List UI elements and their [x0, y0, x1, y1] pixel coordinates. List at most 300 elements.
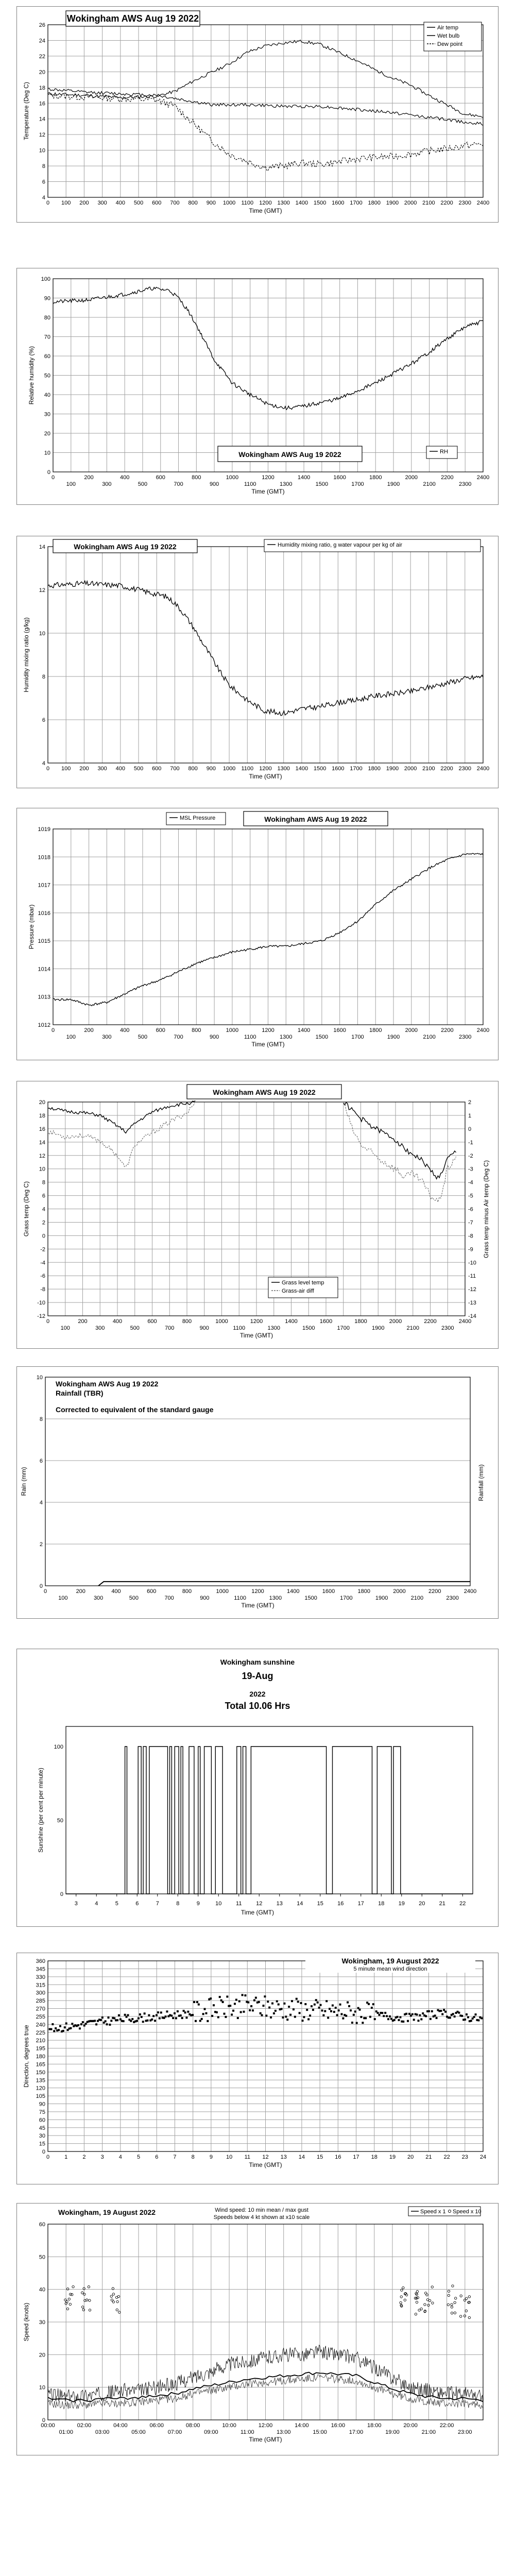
x-tick-label: 10	[215, 1901, 222, 1907]
scatter-point	[95, 2023, 97, 2025]
scatter-point	[417, 2020, 419, 2022]
y-tick-label: 225	[36, 2029, 45, 2036]
x-tick-label: 2300	[458, 200, 472, 206]
y-tick-label: 315	[36, 1982, 45, 1989]
scatter-point	[217, 2016, 219, 2018]
x-tick-label: 1000	[226, 474, 239, 481]
x-tick-label: 2100	[422, 766, 435, 772]
y-tick-label: 270	[36, 2006, 45, 2012]
scatter-point	[62, 2030, 64, 2032]
y-right-tick-label: -3	[468, 1166, 473, 1173]
x-tick-label: 11	[244, 2154, 251, 2160]
x-tick-label: 2200	[441, 474, 454, 481]
scatter-point	[109, 2024, 111, 2026]
x-tick-label: 1600	[332, 200, 345, 206]
x10-scale-point	[400, 2296, 402, 2298]
x-tick-label: 3	[100, 2154, 104, 2160]
sunshine-chart-svg	[17, 1649, 498, 1926]
scatter-point	[205, 2012, 207, 2014]
x-tick-label: 09:00	[204, 2429, 218, 2435]
scatter-point	[52, 2023, 54, 2025]
y-tick-label: 1017	[38, 882, 50, 889]
x-tick-label: 0	[46, 766, 50, 772]
x-tick-label: 1700	[351, 481, 364, 487]
scatter-point	[384, 2012, 386, 2014]
y-tick-label: 105	[36, 2093, 45, 2100]
x-tick-label: 300	[97, 766, 107, 772]
scatter-point	[264, 1995, 266, 1997]
chart-title: Wokingham AWS Aug 19 2022	[66, 13, 199, 24]
y-tick-label: 240	[36, 2022, 45, 2028]
scatter-point	[353, 2014, 355, 2016]
scatter-point	[473, 2016, 475, 2018]
scatter-point	[201, 2018, 203, 2020]
chart-annotation: Corrected to equivalent of the standard gauge	[56, 1405, 214, 1414]
x-tick-label: 100	[60, 1325, 70, 1331]
x-tick-label: 2400	[464, 1588, 477, 1595]
scatter-point	[138, 2018, 140, 2020]
scatter-point	[141, 2016, 143, 2018]
y-tick-label: 255	[36, 2013, 45, 2020]
scatter-point	[211, 2015, 213, 2017]
wind-direction-chart-svg	[17, 1953, 498, 2184]
y-tick-label: 75	[39, 2109, 45, 2115]
x10-scale-point	[83, 2293, 85, 2295]
x10-scale-point	[416, 2291, 418, 2293]
scatter-point	[232, 2010, 234, 2012]
scatter-point	[244, 1994, 246, 1996]
y-tick-label: 4	[39, 1500, 43, 1506]
scatter-point	[156, 2014, 158, 2016]
scatter-point	[293, 2008, 295, 2010]
scatter-point	[413, 2019, 415, 2021]
x-tick-label: 1700	[350, 766, 363, 772]
y-tick-label: 45	[39, 2125, 45, 2131]
scatter-point	[340, 2013, 342, 2015]
sunshine-chart	[16, 1649, 499, 1927]
x-tick-label: 0	[43, 1588, 47, 1595]
scatter-point	[296, 1998, 298, 2000]
x10-scale-point	[448, 2290, 450, 2292]
x-tick-label: 2100	[423, 1034, 436, 1040]
scatter-point	[431, 2010, 433, 2012]
x-tick-label: 200	[84, 1027, 94, 1033]
x10-scale-point	[400, 2301, 402, 2303]
y-tick-label: 6	[42, 717, 45, 723]
scatter-point	[312, 2009, 314, 2011]
scatter-point	[315, 1999, 317, 2001]
scatter-point	[454, 2015, 456, 2018]
y-tick-label: 40	[44, 392, 50, 398]
scatter-point	[342, 2018, 344, 2020]
scatter-point	[170, 2014, 173, 2016]
y-tick-label: 150	[36, 2069, 45, 2076]
scatter-point	[464, 2019, 466, 2021]
scatter-point	[204, 2008, 206, 2010]
x10-scale-point	[460, 2295, 462, 2297]
mixing-ratio-chart-svg	[17, 536, 498, 788]
scatter-point	[449, 2016, 451, 2019]
x-tick-label: 1500	[304, 1595, 317, 1601]
series-line-grass-air-diff	[48, 1100, 456, 1202]
y-tick-label: 20	[44, 431, 50, 437]
y-tick-label: 165	[36, 2061, 45, 2068]
y-right-tick-label: 2	[468, 1099, 472, 1106]
scatter-point	[55, 2027, 57, 2029]
scatter-point	[299, 2012, 301, 2014]
y-tick-label: 16	[39, 100, 45, 107]
y-axis-label: Relative humidity (%)	[28, 346, 35, 405]
x-tick-label: 500	[133, 200, 144, 206]
scatter-point	[294, 2016, 296, 2018]
x-tick-label: 2000	[405, 474, 418, 481]
y-tick-label: 0	[39, 1583, 43, 1589]
scatter-point	[255, 1997, 257, 1999]
scatter-point	[475, 2013, 477, 2015]
x-tick-label: 6	[135, 1901, 139, 1907]
x10-scale-point	[447, 2303, 449, 2306]
x-tick-label: 03:00	[95, 2429, 110, 2435]
x-tick-label: 1600	[332, 766, 345, 772]
x-tick-label: 1800	[357, 1588, 370, 1595]
x-tick-label: 1600	[333, 1027, 346, 1033]
x10-scale-point	[404, 2299, 406, 2301]
x-tick-label: 20	[407, 2154, 414, 2160]
scatter-point	[309, 2014, 311, 2016]
scatter-point	[348, 2005, 350, 2007]
scatter-point	[265, 2014, 267, 2016]
scatter-point	[291, 2000, 293, 2002]
y-tick-label: 12	[39, 587, 45, 594]
scatter-point	[181, 2017, 183, 2019]
x-tick-label: 2300	[446, 1595, 459, 1601]
x-tick-label: 05:00	[131, 2429, 146, 2435]
scatter-point	[307, 2018, 310, 2020]
x-tick-label: 100	[61, 200, 71, 206]
x-tick-label: 1300	[267, 1325, 280, 1331]
y-tick-label: 8	[42, 1179, 45, 1186]
scatter-point	[94, 2020, 96, 2022]
pressure-chart	[16, 808, 499, 1060]
scatter-point	[202, 2013, 204, 2015]
x-tick-label: 08:00	[185, 2422, 200, 2429]
x-tick-label: 14	[298, 2154, 305, 2160]
scatter-point	[124, 2014, 126, 2016]
x-tick-label: 800	[188, 200, 198, 206]
legend-entry: Humidity mixing ratio, g water vapour per kg of air	[278, 542, 403, 548]
x-tick-label: 2200	[424, 1318, 437, 1325]
x10-scale-point	[431, 2286, 433, 2288]
chart-subtitle: 19-Aug	[242, 1671, 273, 1681]
y-tick-label: 30	[44, 411, 50, 418]
x-tick-label: 300	[93, 1595, 104, 1601]
scatter-point	[281, 2008, 283, 2010]
scatter-point	[345, 2015, 347, 2017]
x-tick-label: 1900	[386, 200, 399, 206]
scatter-point	[324, 2010, 326, 2012]
scatter-point	[136, 2020, 138, 2022]
scatter-point	[416, 2013, 418, 2015]
x10-scale-point	[432, 2302, 434, 2304]
humidity-chart-svg	[17, 268, 498, 504]
scatter-point	[123, 2020, 125, 2022]
y-tick-label: 10	[39, 2384, 45, 2391]
scatter-point	[434, 2014, 436, 2016]
wind-speed-chart-svg	[17, 2204, 498, 2455]
x10-scale-point	[452, 2285, 454, 2287]
scatter-point	[407, 2020, 409, 2022]
x-tick-label: 1200	[251, 1588, 264, 1595]
scatter-point	[419, 2014, 421, 2016]
x-tick-label: 10	[226, 2154, 233, 2160]
scatter-point	[276, 2000, 278, 2002]
scatter-point	[466, 2013, 468, 2015]
x-tick-label: 300	[97, 200, 107, 206]
scatter-point	[142, 2021, 144, 2023]
y-right-tick-label: 0	[468, 1126, 472, 1132]
x-tick-label: 600	[156, 1027, 165, 1033]
scatter-point	[389, 2015, 391, 2018]
y-tick-label: 15	[39, 2141, 45, 2147]
x-tick-label: 2200	[428, 1588, 441, 1595]
scatter-point	[65, 2022, 67, 2024]
y-tick-label: 16	[39, 1126, 45, 1132]
scatter-point	[311, 2005, 313, 2007]
y-tick-label: 70	[44, 334, 50, 341]
x10-scale-point	[72, 2285, 74, 2287]
x-tick-label: 18	[378, 1901, 385, 1907]
scatter-point	[207, 2020, 209, 2022]
y-right-tick-label: -9	[468, 1246, 473, 1253]
scatter-point	[354, 2010, 356, 2012]
y-tick-label: -10	[37, 1300, 45, 1307]
y-right-tick-label: 1	[468, 1112, 472, 1119]
scatter-point	[193, 2001, 195, 2003]
scatter-point	[285, 2015, 287, 2018]
scatter-point	[321, 2009, 323, 2011]
scatter-point	[59, 2025, 61, 2027]
scatter-point	[79, 2027, 81, 2029]
x-tick-label: 14:00	[295, 2422, 309, 2429]
x-tick-label: 17	[357, 1901, 364, 1907]
x-tick-label: 1400	[295, 766, 308, 772]
scatter-point	[185, 2016, 187, 2019]
scatter-point	[166, 2010, 168, 2012]
y-tick-label: 180	[36, 2054, 45, 2060]
y-tick-label: 210	[36, 2038, 45, 2044]
x10-scale-point	[89, 2299, 91, 2301]
x-tick-label: 20	[419, 1901, 425, 1907]
scatter-point	[106, 2023, 108, 2025]
scatter-point	[71, 2023, 73, 2025]
scatter-point	[283, 2003, 285, 2005]
scatter-point	[70, 2027, 72, 2029]
x-tick-label: 13:00	[276, 2429, 291, 2435]
scatter-point	[249, 2009, 251, 2011]
scatter-point	[350, 2009, 352, 2011]
x-tick-label: 100	[61, 766, 71, 772]
scatter-point	[271, 2003, 273, 2005]
x-tick-label: 0	[51, 1027, 55, 1033]
scatter-point	[216, 2011, 218, 2013]
scatter-point	[247, 2002, 249, 2004]
y-tick-label: 60	[39, 2222, 45, 2228]
x-tick-label: 0	[46, 2154, 50, 2160]
x-tick-label: 500	[133, 766, 144, 772]
scatter-point	[300, 2002, 302, 2004]
x-tick-label: 2000	[393, 1588, 406, 1595]
scatter-point	[258, 2001, 260, 2003]
scatter-point	[260, 2012, 262, 2014]
x10-scale-point	[66, 2308, 68, 2310]
x-tick-label: 400	[115, 766, 126, 772]
x-tick-label: 200	[79, 766, 89, 772]
x-tick-label: 15	[317, 1901, 323, 1907]
x-tick-label: 1400	[295, 200, 308, 206]
scatter-point	[159, 2017, 161, 2019]
x-tick-label: 700	[170, 200, 180, 206]
scatter-point	[371, 2007, 373, 2009]
scatter-point	[105, 2020, 107, 2022]
x-tick-label: 18	[371, 2154, 377, 2160]
y-tick-label: 4	[42, 1206, 45, 1213]
scatter-point	[198, 2004, 200, 2006]
x-tick-label: 22	[459, 1901, 466, 1907]
scatter-point	[443, 2009, 445, 2011]
y-right-axis-label: Grass temp minus Air temp (Deg C)	[483, 1160, 490, 1259]
x-tick-label: 1600	[322, 1588, 335, 1595]
scatter-point	[196, 2001, 198, 2003]
y-axis-label: Pressure (mbar)	[28, 904, 35, 950]
x-tick-label: 1100	[244, 481, 256, 487]
y-axis-label: Speed (knots)	[23, 2302, 30, 2342]
x-tick-label: 1400	[287, 1588, 300, 1595]
scatter-point	[100, 2019, 102, 2021]
x-tick-label: 7	[173, 2154, 177, 2160]
y-tick-label: 100	[54, 1744, 63, 1750]
x-tick-label: 4	[118, 2154, 122, 2160]
x-tick-label: 5	[115, 1901, 118, 1907]
y-tick-label: 300	[36, 1990, 45, 1996]
scatter-point	[372, 2003, 374, 2005]
x-tick-label: 2300	[441, 1325, 454, 1331]
scatter-point	[470, 2020, 472, 2022]
scatter-point	[240, 2011, 242, 2013]
scatter-point	[274, 2010, 277, 2012]
y-tick-label: 6	[39, 1458, 43, 1464]
x10-scale-point	[89, 2309, 91, 2311]
chart-total: Total 10.06 Hrs	[225, 1701, 290, 1711]
y-tick-label: 50	[39, 2254, 45, 2261]
y-tick-label: 8	[42, 163, 45, 170]
y-tick-label: 20	[39, 2352, 45, 2359]
x-tick-label: 10:00	[222, 2422, 236, 2429]
x-tick-label: 17:00	[349, 2429, 364, 2435]
x-tick-label: 600	[147, 1318, 157, 1325]
scatter-point	[386, 2015, 388, 2017]
scatter-point	[411, 2013, 414, 2015]
scatter-point	[333, 2011, 335, 2013]
scatter-point	[231, 2013, 233, 2015]
scatter-point	[268, 2007, 270, 2009]
x-tick-label: 2100	[423, 481, 436, 487]
x-tick-label: 23:00	[458, 2429, 472, 2435]
scatter-point	[110, 2020, 112, 2022]
grass-temp-chart-svg	[17, 1081, 498, 1348]
scatter-point	[440, 2010, 442, 2012]
scatter-point	[408, 2013, 410, 2015]
y-tick-label: 20	[39, 69, 45, 76]
x-tick-label: 1100	[241, 200, 254, 206]
y-right-tick-label: -8	[468, 1233, 473, 1240]
scatter-point	[101, 2016, 104, 2019]
y-tick-label: 18	[39, 1112, 45, 1119]
x-tick-label: 00:00	[41, 2422, 55, 2429]
wind-speed-chart	[16, 2203, 499, 2455]
y-right-tick-label: -1	[468, 1139, 473, 1146]
y-axis-label: Grass temp (Deg C)	[23, 1181, 30, 1237]
x-tick-label: 2400	[476, 1027, 490, 1033]
y-right-tick-label: -4	[468, 1179, 473, 1186]
x-tick-label: 04:00	[113, 2422, 128, 2429]
y-tick-label: 60	[44, 353, 50, 360]
x10-scale-point	[88, 2286, 90, 2288]
x-tick-label: 1200	[250, 1318, 263, 1325]
x-tick-label: 1200	[262, 1027, 274, 1033]
scatter-point	[329, 2008, 331, 2010]
scatter-point	[238, 2000, 241, 2002]
scatter-point	[154, 2020, 156, 2022]
chart-subtitle: Rainfall (TBR)	[56, 1389, 104, 1397]
y-tick-label: 4	[42, 760, 45, 767]
x-axis-label: Time (GMT)	[249, 2436, 282, 2443]
x-tick-label: 1	[64, 2154, 68, 2160]
scatter-point	[288, 2006, 290, 2008]
x-tick-label: 1800	[369, 1027, 382, 1033]
x-tick-label: 500	[138, 481, 148, 487]
scatter-point	[192, 2014, 194, 2016]
scatter-point	[85, 2023, 87, 2025]
x-tick-label: 11	[236, 1901, 242, 1907]
y-tick-label: 285	[36, 1998, 45, 2005]
x-tick-label: 900	[209, 481, 219, 487]
x10-scale-point	[416, 2301, 418, 2303]
y-tick-label: 4	[42, 195, 45, 201]
scatter-point	[461, 2015, 463, 2017]
x-axis-label: Time (GMT)	[239, 1332, 273, 1339]
x-tick-label: 15	[317, 2154, 323, 2160]
legend-entry: Speed x 10	[453, 2209, 482, 2215]
scatter-point	[261, 2014, 263, 2016]
y-right-tick-label: -11	[468, 1273, 476, 1280]
y-tick-label: 0	[47, 469, 50, 476]
x-tick-label: 12	[262, 2154, 269, 2160]
x-tick-label: 21:00	[421, 2429, 436, 2435]
scatter-point	[235, 1999, 237, 2001]
scatter-point	[383, 2015, 385, 2017]
humidity-chart	[16, 268, 499, 505]
x-tick-label: 2400	[476, 200, 490, 206]
x-tick-label: 600	[152, 200, 162, 206]
scatter-point	[325, 2000, 328, 2002]
x-tick-label: 3	[74, 1901, 78, 1907]
x-tick-label: 2	[82, 2154, 86, 2160]
scatter-point	[330, 2010, 332, 2012]
x-tick-label: 600	[147, 1588, 157, 1595]
x10-scale-point	[451, 2312, 453, 2314]
scatter-point	[347, 2002, 349, 2004]
x-tick-label: 900	[209, 1034, 219, 1040]
